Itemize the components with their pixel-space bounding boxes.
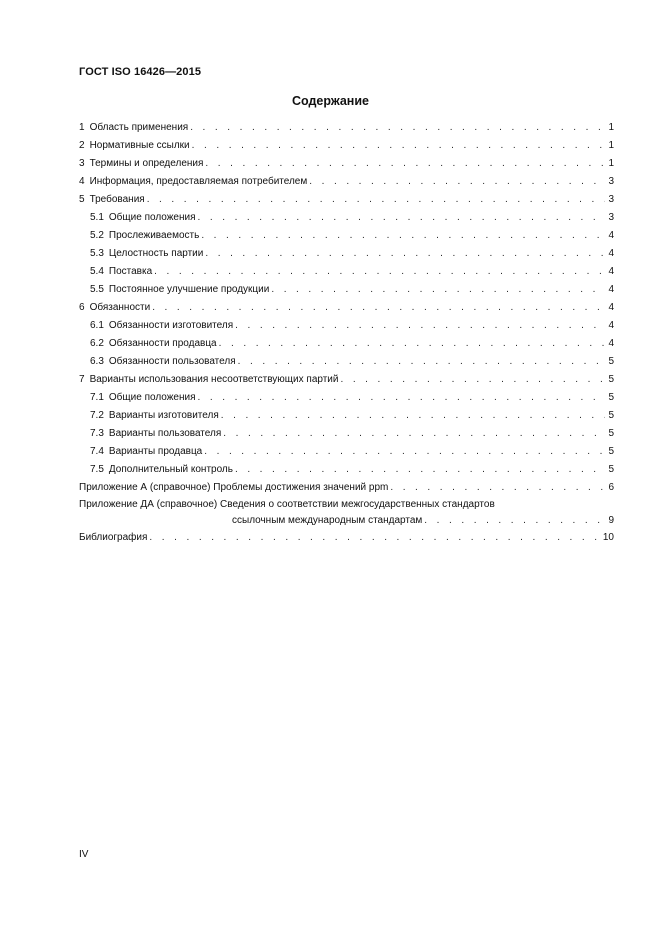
toc-item-6[interactable]: 6 Обязанности . . . 4	[79, 299, 614, 317]
toc-item-label: Общие положения	[108, 392, 196, 403]
leader-dots	[203, 155, 605, 173]
toc-item-6-3[interactable]: 6.3 Обязанности пользователя . . . 5	[79, 353, 614, 371]
table-of-contents	[79, 119, 614, 547]
toc-item-label: Область применения	[89, 122, 189, 133]
leader-dots	[219, 407, 606, 425]
toc-item-page: 4	[608, 248, 614, 259]
toc-item-page: 4	[608, 320, 614, 331]
toc-item-page: 4	[608, 302, 614, 313]
leader-dots	[202, 443, 605, 461]
toc-item-page: 5	[608, 446, 614, 457]
toc-item-7-2[interactable]: 7.2 Варианты изготовителя . . . 5	[79, 407, 614, 425]
toc-item-label: Библиография	[79, 532, 148, 543]
leader-dots	[233, 317, 605, 335]
toc-item-5-1[interactable]: 5.1 Общие положения . . . 3	[79, 209, 614, 227]
toc-item-page: 5	[608, 428, 614, 439]
toc-item-2[interactable]: 2 Нормативные ссылки . . . 1	[79, 137, 614, 155]
toc-item-5[interactable]: 5 Требования . . . 3	[79, 191, 614, 209]
toc-item-label: Варианты использования несоответствующих партий	[89, 374, 339, 385]
toc-item-page: 6	[608, 482, 614, 493]
toc-item-page: 5	[608, 374, 614, 385]
toc-item-7-3[interactable]: 7.3 Варианты пользователя . . . 5	[79, 425, 614, 443]
toc-item-page: 3	[608, 212, 614, 223]
toc-item-7[interactable]: 7 Варианты использования несоответствующих партий . . . 5	[79, 371, 614, 389]
toc-item-label: Обязанности продавца	[108, 338, 217, 349]
leader-dots	[203, 245, 605, 263]
toc-item-page: 3	[608, 194, 614, 205]
leader-dots	[338, 371, 605, 389]
leader-dots	[152, 263, 605, 281]
toc-item-page: 1	[608, 140, 614, 151]
toc-item-label: Нормативные ссылки	[89, 140, 190, 151]
leader-dots	[188, 119, 605, 137]
leader-dots	[307, 173, 605, 191]
leader-dots	[236, 353, 606, 371]
toc-item-label: Варианты изготовителя	[108, 410, 219, 421]
leader-dots	[269, 281, 605, 299]
toc-item-label: Термины и определения	[89, 158, 204, 169]
page-number: IV	[79, 849, 89, 860]
toc-item-page: 4	[608, 284, 614, 295]
toc-item-label: Приложение ДА (справочное) Сведения о соответствии межгосударственных стандартов	[79, 499, 495, 510]
toc-item-7-5[interactable]: 7.5 Дополнительный контроль . . . 5	[79, 461, 614, 479]
toc-item-page: 5	[608, 356, 614, 367]
toc-item-5-2[interactable]: 5.2 Прослеживаемость . . . 4	[79, 227, 614, 245]
leader-dots	[217, 335, 606, 353]
toc-item-5-3[interactable]: 5.3 Целостность партии . . . 4	[79, 245, 614, 263]
toc-annex-da-continuation[interactable]	[79, 512, 614, 529]
toc-item-6-1[interactable]: 6.1 Обязанности изготовителя . . . 4	[79, 317, 614, 335]
leader-dots	[147, 529, 599, 547]
toc-item-label: Общие положения	[108, 212, 196, 223]
toc-item-5-5[interactable]: 5.5 Постоянное улучшение продукции . . . 4	[79, 281, 614, 299]
toc-item-page: 3	[608, 176, 614, 187]
toc-item-page: 10	[602, 532, 614, 543]
toc-item-page: 1	[608, 158, 614, 169]
leader-dots	[196, 209, 606, 227]
toc-item-6-2[interactable]: 6.2 Обязанности продавца . . . 4	[79, 335, 614, 353]
leader-dots	[233, 461, 605, 479]
toc-item-5-4[interactable]: 5.4 Поставка . . . 4	[79, 263, 614, 281]
page-title: Содержание	[291, 94, 369, 108]
toc-item-4[interactable]: 4 Информация, предоставляемая потребителем . . . 3	[79, 173, 614, 191]
toc-item-label: Прослеживаемость	[108, 230, 200, 241]
leader-dots	[196, 389, 606, 407]
toc-item-page: 1	[608, 122, 614, 133]
toc-item-label: Требования	[89, 194, 145, 205]
toc-item-3[interactable]: 3 Термины и определения . . . 1	[79, 155, 614, 173]
toc-item-page: 4	[608, 266, 614, 277]
leader-dots	[199, 227, 605, 245]
toc-item-page: 9	[608, 515, 614, 526]
toc-item-label: Целостность партии	[108, 248, 204, 259]
toc-item-page: 4	[608, 338, 614, 349]
leader-dots	[221, 425, 605, 443]
leader-dots	[190, 137, 606, 155]
toc-item-label: Поставка	[108, 266, 153, 277]
toc-item-label: Обязанности пользователя	[108, 356, 236, 367]
toc-item-label: Варианты продавца	[108, 446, 203, 457]
leader-dots	[422, 512, 605, 529]
toc-annex-a[interactable]	[79, 479, 614, 497]
toc-item-label: Информация, предоставляемая потребителем	[89, 176, 308, 187]
toc-item-page: 5	[608, 464, 614, 475]
toc-item-page: 5	[608, 392, 614, 403]
leader-dots	[150, 299, 605, 317]
document-header: ГОСТ ISO 16426—2015	[79, 66, 202, 78]
toc-item-label: Обязанности изготовителя	[108, 320, 234, 331]
toc-item-page: 5	[608, 410, 614, 421]
toc-item-7-4[interactable]: 7.4 Варианты продавца . . . 5	[79, 443, 614, 461]
toc-item-label: Постоянное улучшение продукции	[108, 284, 270, 295]
toc-bibliography[interactable]	[79, 529, 614, 547]
toc-item-label: Дополнительный контроль	[108, 464, 233, 475]
leader-dots	[145, 191, 606, 209]
toc-item-7-1[interactable]: 7.1 Общие положения . . . 5	[79, 389, 614, 407]
toc-item-label: ссылочным международным стандартам	[232, 515, 423, 526]
toc-item-label: Обязанности	[89, 302, 151, 313]
toc-annex-da[interactable]	[79, 497, 614, 512]
toc-item-label: Приложение А (справочное) Проблемы достижения значений ppm	[79, 482, 389, 493]
toc-item-page: 4	[608, 230, 614, 241]
toc-item-1[interactable]: 1 Область применения . . . 1	[79, 119, 614, 137]
toc-item-label: Варианты пользователя	[108, 428, 222, 439]
leader-dots	[388, 479, 605, 497]
